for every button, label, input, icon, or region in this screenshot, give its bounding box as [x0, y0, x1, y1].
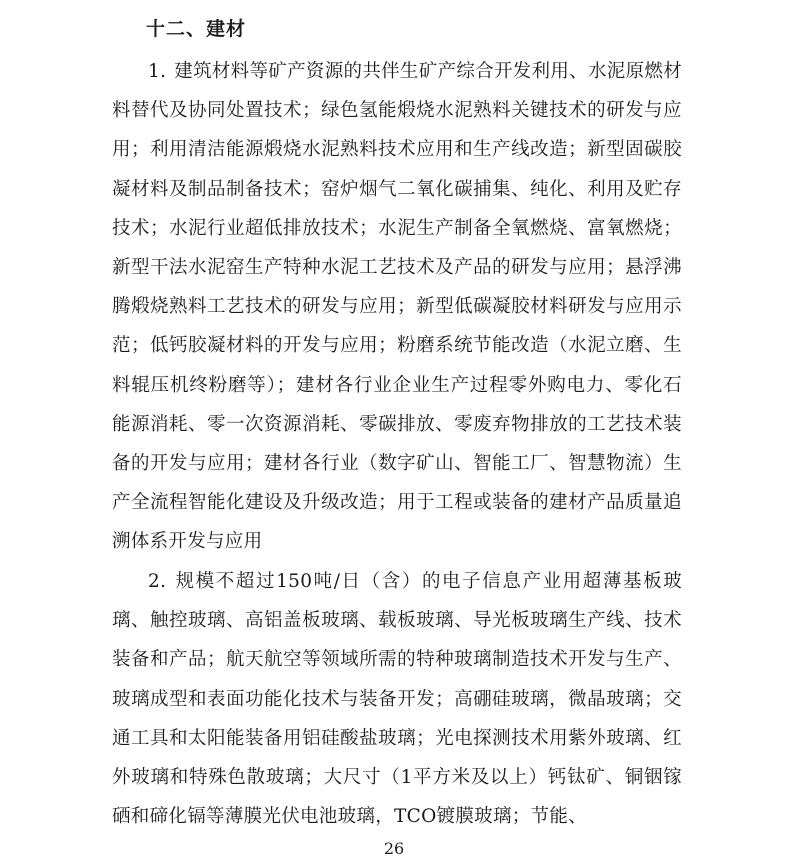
page-number: 26	[383, 839, 405, 858]
paragraph-1-number: 1.	[148, 61, 167, 82]
paragraph-2-text: 规模不超过150吨/日（含）的电子信息产业用超薄基板玻璃、触控玻璃、高铝盖板玻璃、载板玻璃、导光板玻璃生产线、技术装备和产品；航天航空等领域所需的特种玻璃制造技术开发与生产、玻璃成型和表面功能化技术与装备开发；高硼硅玻璃，微晶玻璃；交通工具和太阳能装备用铝硅酸盐玻璃；光电探测技术用紫外玻璃、红外玻璃和特殊色散玻璃；大尺寸（1平方米及以上）钙钛矿、铜铟镓硒和碲化镉等薄膜光伏电池玻璃，TCO镀膜玻璃；节能、	[112, 571, 682, 828]
paragraph-1-text: 建筑材料等矿产资源的共伴生矿产综合开发利用、水泥原燃材料替代及协同处置技术；绿色氢能煅烧水泥熟料关键技术的研发与应用；利用清洁能源煅烧水泥熟料技术应用和生产线改造；新型固碳胶凝材料及制品制备技术；窑炉烟气二氧化碳捕集、纯化、利用及贮存技术；水泥行业超低排放技术；水泥生产制备全氧燃烧、富氧燃烧；新型干法水泥窑生产特种水泥工艺技术及产品的研发与应用；悬浮沸腾煅烧熟料工艺技术的研发与应用；新型低碳凝胶材料研发与应用示范；低钙胶凝材料的开发与应用；粉磨系统节能改造（水泥立磨、生料辊压机终粉磨等）；建材各行业企业生产过程零外购电力、零化石能源消耗、零一次资源消耗、零碳排放、零废弃物排放的工艺技术装备的开发与应用；建材各行业（数字矿山、智能工厂、智慧物流）生产全流程智能化建设及升级改造；用于工程或装备的建材产品质量追溯体系开发与应用	[112, 61, 682, 553]
paragraph-2	[112, 562, 682, 836]
paragraph-1	[112, 52, 682, 562]
section-heading: 十二、建材	[146, 18, 247, 40]
paragraph-2-number: 2.	[148, 571, 167, 592]
